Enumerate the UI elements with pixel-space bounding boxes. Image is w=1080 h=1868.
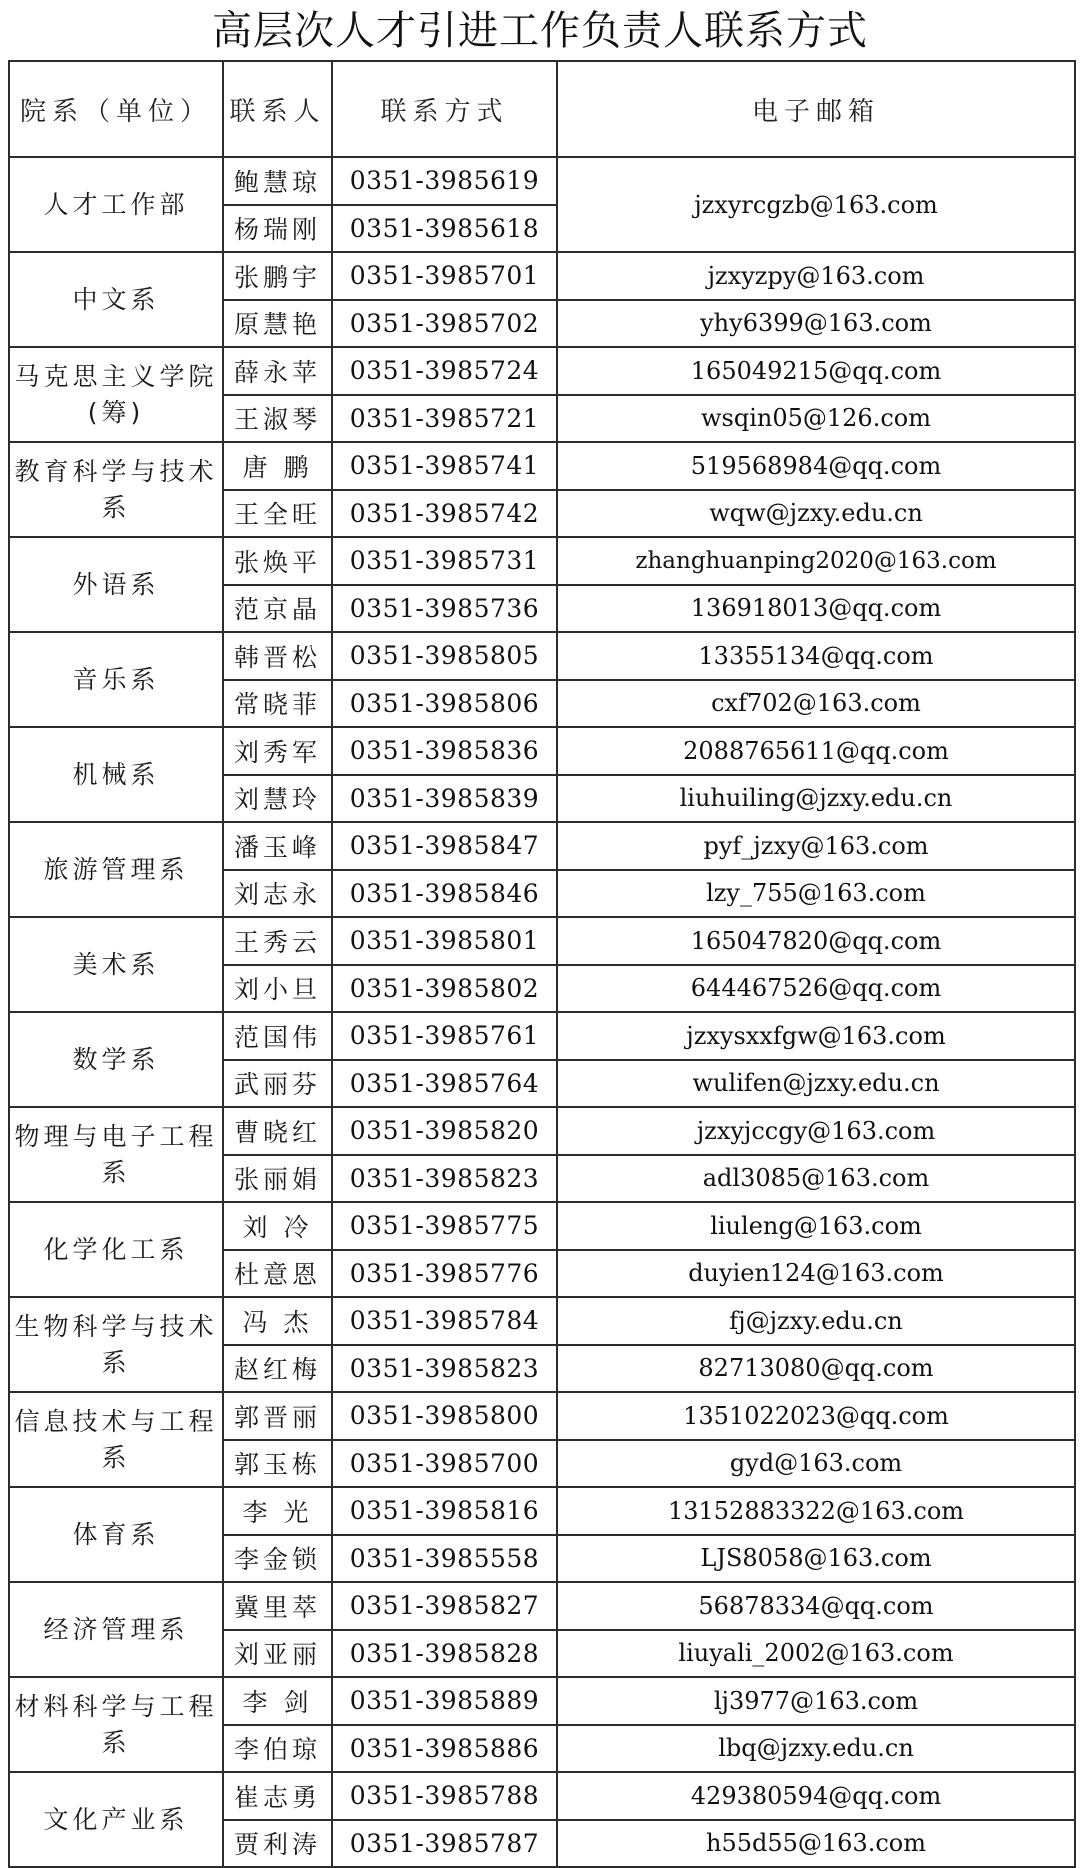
contact-phone: 0351-3985700 — [332, 1440, 557, 1488]
contact-phone: 0351-3985702 — [332, 300, 557, 348]
contact-name: 张焕平 — [223, 537, 332, 585]
contact-email: adl3085@163.com — [557, 1155, 1075, 1203]
page-title: 高层次人才引进工作负责人联系方式 — [212, 8, 868, 54]
contact-email: h55d55@163.com — [557, 1820, 1075, 1868]
contact-email: 136918013@qq.com — [557, 585, 1075, 633]
table-row — [9, 537, 1075, 585]
contact-phone: 0351-3985836 — [332, 727, 557, 775]
department-name: 教育科学与技术系 — [9, 442, 223, 537]
contact-email: LJS8058@163.com — [557, 1535, 1075, 1583]
contact-phone: 0351-3985741 — [332, 442, 557, 490]
contact-phone: 0351-3985802 — [332, 965, 557, 1013]
contact-name: 杜意恩 — [223, 1250, 332, 1298]
department-name: 中文系 — [9, 252, 223, 347]
contact-phone: 0351-3985784 — [332, 1297, 557, 1345]
contact-email: 165049215@qq.com — [557, 347, 1075, 395]
contact-email: liuleng@163.com — [557, 1202, 1075, 1250]
contact-table — [8, 60, 1076, 1868]
contact-phone: 0351-3985764 — [332, 1060, 557, 1108]
header-department: 院系（单位） — [9, 61, 223, 157]
contact-name: 王淑琴 — [223, 395, 332, 443]
department-name: 音乐系 — [9, 632, 223, 727]
contact-email: pyf_jzxy@163.com — [557, 822, 1075, 870]
contact-email: wsqin05@126.com — [557, 395, 1075, 443]
contact-email: duyien124@163.com — [557, 1250, 1075, 1298]
contact-name: 鲍慧琼 — [223, 157, 332, 205]
table-row — [9, 822, 1075, 870]
contact-name: 常晓菲 — [223, 680, 332, 728]
contact-name: 王全旺 — [223, 490, 332, 538]
table-row — [9, 442, 1075, 490]
contact-email: 165047820@qq.com — [557, 917, 1075, 965]
contact-name: 冀里萃 — [223, 1582, 332, 1630]
contact-name: 刘秀军 — [223, 727, 332, 775]
contact-name: 原慧艳 — [223, 300, 332, 348]
contact-email: 13152883322@163.com — [557, 1487, 1075, 1535]
contact-phone: 0351-3985787 — [332, 1820, 557, 1868]
department-name: 机械系 — [9, 727, 223, 822]
table-row — [9, 1392, 1075, 1440]
contact-phone: 0351-3985724 — [332, 347, 557, 395]
contact-phone: 0351-3985806 — [332, 680, 557, 728]
contact-email: 13355134@qq.com — [557, 632, 1075, 680]
contact-name: 郭晋丽 — [223, 1392, 332, 1440]
contact-phone: 0351-3985701 — [332, 252, 557, 300]
header-email: 电子邮箱 — [557, 61, 1075, 157]
contact-email: zhanghuanping2020@163.com — [557, 537, 1075, 585]
contact-email: gyd@163.com — [557, 1440, 1075, 1488]
contact-phone: 0351-3985731 — [332, 537, 557, 585]
contact-phone: 0351-3985618 — [332, 205, 557, 253]
contact-name: 刘小旦 — [223, 965, 332, 1013]
contact-phone: 0351-3985846 — [332, 870, 557, 918]
table-body — [9, 157, 1075, 1867]
contact-email: 519568984@qq.com — [557, 442, 1075, 490]
contact-name: 张鹏宇 — [223, 252, 332, 300]
contact-name: 赵红梅 — [223, 1345, 332, 1393]
contact-phone: 0351-3985742 — [332, 490, 557, 538]
contact-name: 郭玉栋 — [223, 1440, 332, 1488]
department-name: 经济管理系 — [9, 1582, 223, 1677]
contact-email: liuyali_2002@163.com — [557, 1630, 1075, 1678]
contact-email: liuhuiling@jzxy.edu.cn — [557, 775, 1075, 823]
contact-name: 武丽芬 — [223, 1060, 332, 1108]
contact-phone: 0351-3985827 — [332, 1582, 557, 1630]
header-contact-person: 联系人 — [223, 61, 332, 157]
contact-email: fj@jzxy.edu.cn — [557, 1297, 1075, 1345]
department-name: 数学系 — [9, 1012, 223, 1107]
contact-name: 崔志勇 — [223, 1772, 332, 1820]
contact-name: 李伯琼 — [223, 1725, 332, 1773]
contact-phone: 0351-3985889 — [332, 1677, 557, 1725]
table-row — [9, 157, 1075, 205]
department-name: 体育系 — [9, 1487, 223, 1582]
department-name: 美术系 — [9, 917, 223, 1012]
contact-name: 刘 冷 — [223, 1202, 332, 1250]
table-header-row — [9, 61, 1075, 157]
table-row — [9, 727, 1075, 775]
contact-email: wulifen@jzxy.edu.cn — [557, 1060, 1075, 1108]
contact-name: 韩晋松 — [223, 632, 332, 680]
table-row — [9, 252, 1075, 300]
department-name: 文化产业系 — [9, 1772, 223, 1867]
contact-name: 李金锁 — [223, 1535, 332, 1583]
contact-name: 杨瑞刚 — [223, 205, 332, 253]
contact-name: 冯 杰 — [223, 1297, 332, 1345]
contact-name: 刘志永 — [223, 870, 332, 918]
contact-name: 薛永苹 — [223, 347, 332, 395]
contact-phone: 0351-3985761 — [332, 1012, 557, 1060]
contact-phone: 0351-3985775 — [332, 1202, 557, 1250]
table-row — [9, 1107, 1075, 1155]
contact-phone: 0351-3985558 — [332, 1535, 557, 1583]
department-name: 化学化工系 — [9, 1202, 223, 1297]
contact-email: 644467526@qq.com — [557, 965, 1075, 1013]
contact-phone: 0351-3985820 — [332, 1107, 557, 1155]
contact-name: 范京晶 — [223, 585, 332, 633]
table-row — [9, 1582, 1075, 1630]
contact-phone: 0351-3985736 — [332, 585, 557, 633]
department-name: 马克思主义学院(筹) — [9, 347, 223, 442]
contact-email: lbq@jzxy.edu.cn — [557, 1725, 1075, 1773]
contact-name: 范国伟 — [223, 1012, 332, 1060]
contact-name: 王秀云 — [223, 917, 332, 965]
table-row — [9, 1677, 1075, 1725]
contact-phone: 0351-3985823 — [332, 1155, 557, 1203]
table-row — [9, 347, 1075, 395]
contact-email: 56878334@qq.com — [557, 1582, 1075, 1630]
contact-name: 贾利涛 — [223, 1820, 332, 1868]
contact-email: 429380594@qq.com — [557, 1772, 1075, 1820]
contact-email: jzxyzpy@163.com — [557, 252, 1075, 300]
contact-name: 张丽娟 — [223, 1155, 332, 1203]
table-row — [9, 917, 1075, 965]
contact-phone: 0351-3985816 — [332, 1487, 557, 1535]
contact-name: 刘慧玲 — [223, 775, 332, 823]
contact-table-container — [8, 60, 1074, 1860]
contact-phone: 0351-3985801 — [332, 917, 557, 965]
contact-email: lzy_755@163.com — [557, 870, 1075, 918]
contact-email: cxf702@163.com — [557, 680, 1075, 728]
table-row — [9, 1012, 1075, 1060]
table-row — [9, 632, 1075, 680]
contact-email: lj3977@163.com — [557, 1677, 1075, 1725]
contact-phone: 0351-3985805 — [332, 632, 557, 680]
contact-phone: 0351-3985828 — [332, 1630, 557, 1678]
department-name: 生物科学与技术系 — [9, 1297, 223, 1392]
contact-phone: 0351-3985776 — [332, 1250, 557, 1298]
contact-phone: 0351-3985721 — [332, 395, 557, 443]
contact-name: 潘玉峰 — [223, 822, 332, 870]
contact-email: 82713080@qq.com — [557, 1345, 1075, 1393]
table-row — [9, 1772, 1075, 1820]
department-name: 材料科学与工程系 — [9, 1677, 223, 1772]
contact-name: 李 剑 — [223, 1677, 332, 1725]
contact-phone: 0351-3985788 — [332, 1772, 557, 1820]
header-phone: 联系方式 — [332, 61, 557, 157]
contact-phone: 0351-3985619 — [332, 157, 557, 205]
table-row — [9, 1487, 1075, 1535]
contact-email: yhy6399@163.com — [557, 300, 1075, 348]
contact-phone: 0351-3985839 — [332, 775, 557, 823]
contact-phone: 0351-3985847 — [332, 822, 557, 870]
department-name: 旅游管理系 — [9, 822, 223, 917]
contact-phone: 0351-3985823 — [332, 1345, 557, 1393]
contact-name: 曹晓红 — [223, 1107, 332, 1155]
contact-email: 1351022023@qq.com — [557, 1392, 1075, 1440]
contact-email: 2088765611@qq.com — [557, 727, 1075, 775]
contact-phone: 0351-3985886 — [332, 1725, 557, 1773]
table-row — [9, 1202, 1075, 1250]
contact-name: 刘亚丽 — [223, 1630, 332, 1678]
contact-email: jzxysxxfgw@163.com — [557, 1012, 1075, 1060]
contact-name: 李 光 — [223, 1487, 332, 1535]
department-name: 人才工作部 — [9, 157, 223, 252]
contact-email: jzxyrcgzb@163.com — [557, 157, 1075, 252]
table-row — [9, 1297, 1075, 1345]
contact-phone: 0351-3985800 — [332, 1392, 557, 1440]
contact-name: 唐 鹏 — [223, 442, 332, 490]
contact-email: jzxyjccgy@163.com — [557, 1107, 1075, 1155]
department-name: 物理与电子工程系 — [9, 1107, 223, 1202]
contact-email: wqw@jzxy.edu.cn — [557, 490, 1075, 538]
department-name: 信息技术与工程系 — [9, 1392, 223, 1487]
department-name: 外语系 — [9, 537, 223, 632]
